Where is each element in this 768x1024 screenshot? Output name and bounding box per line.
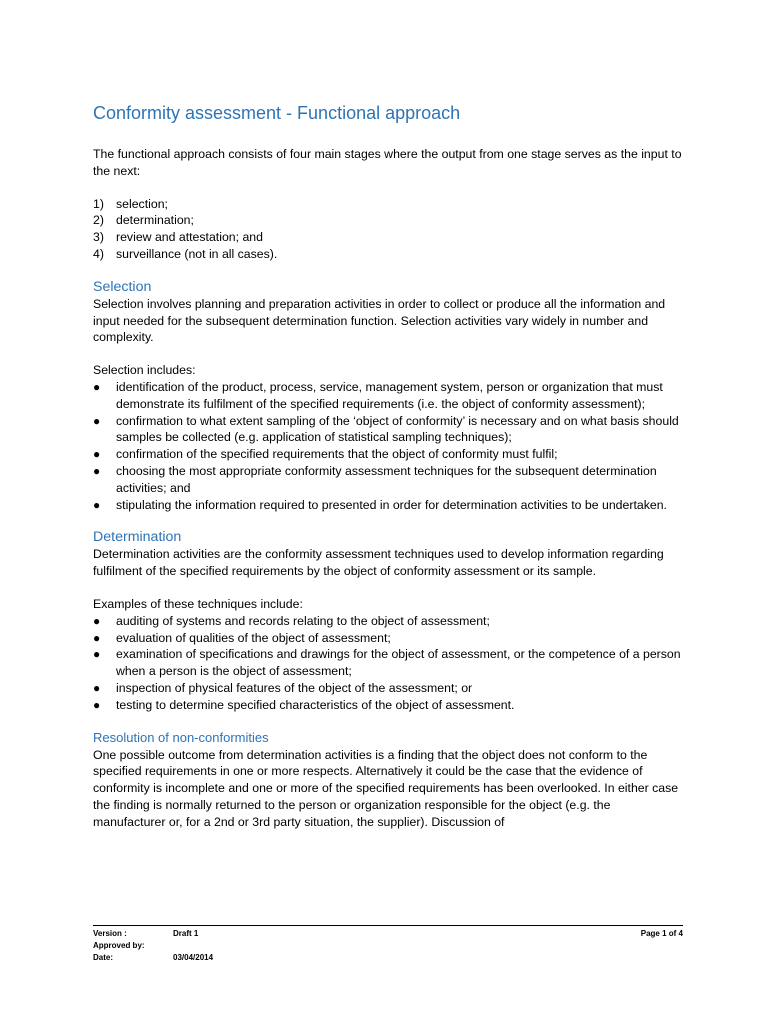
selection-includes-label: Selection includes:	[93, 363, 196, 378]
version-value: Draft 1	[173, 929, 199, 938]
version-label: Version :	[93, 929, 127, 938]
list-item: ● identification of the product, process, service, management system, person or organization that must demonstrate its fulfilment of the specified requirements (i.e. the object of conformity assessment);	[93, 379, 663, 411]
selection-bullet-list	[93, 379, 683, 513]
list-item: ● choosing the most appropriate conformity assessment techniques for the subsequent determination activities; and	[93, 463, 657, 495]
list-item: ● confirmation of the specified requirements that the object of conformity must fulfil;	[93, 447, 558, 462]
determination-examples-label: Examples of these techniques include:	[93, 596, 303, 611]
date-value: 03/04/2014	[173, 953, 214, 962]
approved-by-label: Approved by:	[93, 941, 145, 950]
list-item: ● examination of specifications and drawings for the object of assessment, or the competence of a person when a person is the object of assessment;	[93, 647, 681, 679]
section-heading-selection: Selection	[93, 278, 152, 295]
intro-paragraph: The functional approach consists of four main stages where the output from one stage serves as the input to the next:	[93, 147, 682, 178]
list-item: ● evaluation of qualities of the object of assessment;	[93, 630, 391, 645]
page-footer	[93, 925, 683, 964]
section-heading-resolution: Resolution of non-conformities	[93, 729, 269, 745]
list-item: 2) determination;	[93, 213, 194, 228]
list-item: ● confirmation to what extent sampling of the ‘object of conformity’ is necessary and on what basis should samples be collected (e.g. application of statistical sampling techniques);	[93, 413, 679, 445]
selection-paragraph: Selection involves planning and preparation activities in order to collect or produce all the information and input needed for the subsequent determination function. Selection activities vary widely in number and complexity.	[93, 296, 666, 345]
list-item: 1) selection;	[93, 196, 168, 211]
list-item: ● stipulating the information required to presented in order for determination activities to be undertaken.	[93, 497, 667, 512]
determination-bullet-list	[93, 613, 683, 714]
date-label: Date:	[93, 953, 114, 962]
document-body	[93, 100, 683, 831]
section-heading-determination: Determination	[93, 529, 182, 546]
list-item: ● auditing of systems and records relating to the object of assessment;	[93, 613, 490, 628]
determination-paragraph: Determination activities are the conformity assessment techniques used to develop information regarding fulfilment of the specified requirements by the object of conformity assessment or its sample.	[93, 547, 664, 579]
list-item: ● inspection of physical features of the object of the assessment; or	[93, 680, 473, 695]
list-item: ● testing to determine specified characteristics of the object of assessment.	[93, 697, 515, 712]
list-item: 4) surveillance (not in all cases).	[93, 246, 278, 261]
page-number: Page 1 of 4	[640, 929, 683, 938]
resolution-paragraph: One possible outcome from determination activities is a finding that the object does not conform to the specified requirements in one or more respects. Alternatively it could be the case that the evidence of conformity is incomplete and one or more of the specified requirements has been overlooked. In either case the finding is normally returned to the person or organization responsible for the object (e.g. the manufacturer or, for a 2nd or 3rd party situation, the supplier). Discussion of	[93, 747, 679, 829]
page-title: Conformity assessment - Functional approach	[93, 103, 461, 123]
list-item: 3) review and attestation; and	[93, 230, 263, 245]
stages-list	[93, 196, 683, 263]
